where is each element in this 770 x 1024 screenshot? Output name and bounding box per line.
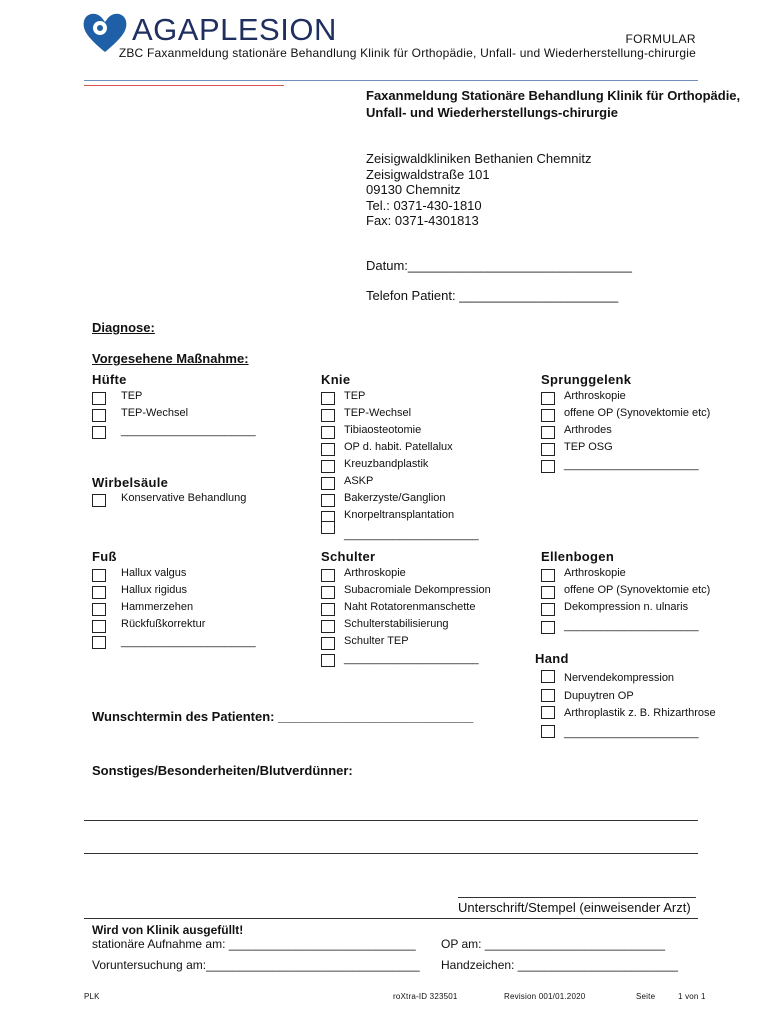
section-huefte: Hüfte [92, 372, 127, 387]
telefon-field[interactable]: Telefon Patient: ______________________ [366, 288, 619, 303]
checkbox-knie-tep-wechsel[interactable] [321, 409, 335, 422]
checkbox-subacromiale-dekompression[interactable] [321, 586, 335, 599]
clinic-section-title: Wird von Klinik ausgefüllt! [92, 923, 244, 937]
checkbox-patellalux[interactable] [321, 443, 335, 456]
op-am-field[interactable]: OP am: ___________________________ [441, 937, 665, 951]
section-ellenbogen: Ellenbogen [541, 549, 615, 564]
checkbox-arthroplastik[interactable] [541, 706, 555, 719]
checkbox-konservative-behandlung[interactable] [92, 494, 106, 507]
schulter-other-line[interactable]: ______________________ [344, 653, 479, 665]
checkbox-huefte-other[interactable] [92, 426, 106, 439]
address-line: 09130 Chemnitz [366, 182, 461, 197]
checkbox-dupuytren[interactable] [541, 689, 555, 702]
checkbox-huefte-tep[interactable] [92, 392, 106, 405]
checkbox-arthrodes[interactable] [541, 426, 555, 439]
footer-page-number: 1 von 1 [678, 992, 706, 1001]
item-label: Rückfußkorrektur [121, 618, 206, 630]
checkbox-rotatorenmanschette[interactable] [321, 603, 335, 616]
massnahme-heading: Vorgesehene Maßnahme: [92, 351, 249, 366]
item-label: Schulterstabilisierung [344, 618, 449, 630]
checkbox-sg-other[interactable] [541, 460, 555, 473]
item-label: Naht Rotatorenmanschette [344, 601, 476, 613]
eb-other-line[interactable]: ______________________ [564, 620, 699, 632]
item-label: Arthroskopie [564, 567, 626, 579]
wunschtermin-field[interactable]: Wunschtermin des Patienten: ___________________________ [92, 709, 474, 724]
signature-line[interactable] [458, 897, 696, 898]
item-label: offene OP (Synovektomie etc) [564, 407, 711, 419]
item-label: Kreuzbandplastik [344, 458, 429, 470]
header-accent-divider [84, 85, 284, 86]
item-label: TEP-Wechsel [121, 407, 189, 419]
item-label: Dupuytren OP [564, 690, 634, 702]
address-block [366, 151, 591, 229]
checkbox-kreuzbandplastik[interactable] [321, 460, 335, 473]
handzeichen-field[interactable]: Handzeichen: ________________________ [441, 958, 678, 972]
footer-revision: Revision 001/01.2020 [504, 992, 586, 1001]
checkbox-askp[interactable] [321, 477, 335, 490]
item-label: Arthroplastik z. B. Rhizarthrose [564, 707, 716, 719]
hand-other-line[interactable]: ______________________ [564, 727, 699, 739]
footer-department: PLK [84, 992, 100, 1001]
checkbox-rueckfusskorrektur[interactable] [92, 620, 106, 633]
document-subtitle: ZBC Faxanmeldung stationäre Behandlung Klinik für Orthopädie, Unfall- und Wiederherstellung-chirurgie [118, 46, 696, 60]
item-label: Hallux rigidus [121, 584, 188, 596]
item-label: Hammerzehen [121, 601, 194, 613]
checkbox-hallux-rigidus[interactable] [92, 586, 106, 599]
checkbox-dekompression-ulnaris[interactable] [541, 603, 555, 616]
section-fuss: Fuß [92, 549, 117, 564]
checkbox-eb-other[interactable] [541, 621, 555, 634]
checkbox-knie-tep[interactable] [321, 392, 335, 405]
address-line: Zeisigwaldkliniken Bethanien Chemnitz [366, 151, 592, 166]
item-label: Knorpeltransplantation [344, 509, 455, 521]
huefte-other-line[interactable]: ______________________ [121, 425, 256, 437]
signature-label: Unterschrift/Stempel (einweisender Arzt) [458, 900, 691, 915]
item-label: TEP-Wechsel [344, 407, 412, 419]
checkbox-hand-other[interactable] [541, 725, 555, 738]
checkbox-tep-osg[interactable] [541, 443, 555, 456]
item-label: ASKP [344, 475, 374, 487]
footer-seite-label: Seite [636, 992, 656, 1001]
address-line: Zeisigwaldstraße 101 [366, 166, 490, 182]
knie-other-line[interactable]: ______________________ [344, 529, 479, 541]
form-label: FORMULAR [625, 32, 696, 46]
checkbox-bakerzyste[interactable] [321, 494, 335, 507]
section-schulter: Schulter [321, 549, 376, 564]
diagnose-heading: Diagnose: [92, 320, 155, 335]
section-hand: Hand [535, 651, 569, 666]
item-label: TEP OSG [564, 441, 613, 453]
logo-text: AGAPLESION [132, 12, 337, 47]
address-line: Tel.: 0371-430-1810 [366, 197, 482, 213]
sg-other-line[interactable]: ______________________ [564, 459, 699, 471]
header-divider [84, 80, 698, 81]
checkbox-schulter-other[interactable] [321, 654, 335, 667]
checkbox-fuss-other[interactable] [92, 636, 106, 649]
item-label: Arthroskopie [344, 567, 406, 579]
item-label: TEP [121, 390, 143, 402]
checkbox-schulter-tep[interactable] [321, 637, 335, 650]
item-label: Arthroskopie [564, 390, 626, 402]
checkbox-hammerzehen[interactable] [92, 603, 106, 616]
checkbox-schulter-arthroskopie[interactable] [321, 569, 335, 582]
checkbox-schulterstabilisierung[interactable] [321, 620, 335, 633]
checkbox-tibiaosteotomie[interactable] [321, 426, 335, 439]
section-knie: Knie [321, 372, 351, 387]
item-label: TEP [344, 390, 366, 402]
item-label: offene OP (Synovektomie etc) [564, 584, 711, 596]
sonstiges-heading: Sonstiges/Besonderheiten/Blutverdünner: [92, 763, 353, 778]
item-label: Tibiaosteotomie [344, 424, 422, 436]
item-label: Hallux valgus [121, 567, 187, 579]
section-sprunggelenk: Sprunggelenk [541, 372, 632, 387]
address-title: Faxanmeldung Stationäre Behandlung Klinik für Orthopädie, Unfall- und Wiederherstellungs-chirurgie [366, 88, 741, 120]
checkbox-sg-offene-op[interactable] [541, 409, 555, 422]
datum-field[interactable]: Datum:_______________________________ [366, 258, 633, 273]
footer-roxtra-id: roXtra-ID 323501 [393, 992, 458, 1001]
checkbox-hallux-valgus[interactable] [92, 569, 106, 582]
clinic-divider [84, 918, 698, 919]
item-label: OP d. habit. Patellalux [344, 441, 453, 453]
item-label: Arthrodes [564, 424, 612, 436]
address-line: Fax: 0371-4301813 [366, 213, 479, 228]
sonstiges-line-2[interactable] [84, 853, 698, 854]
checkbox-nervendekompression[interactable] [541, 670, 555, 683]
checkbox-knie-other[interactable] [321, 521, 335, 534]
checkbox-sg-arthroskopie[interactable] [541, 392, 555, 405]
item-label: Bakerzyste/Ganglion [344, 492, 446, 504]
checkbox-huefte-tep-wechsel[interactable] [92, 409, 106, 422]
item-label: Dekompression n. ulnaris [564, 601, 689, 613]
voruntersuchung-field[interactable]: Voruntersuchung am:________________________________ [92, 958, 420, 972]
checkbox-eb-offene-op[interactable] [541, 586, 555, 599]
item-label: Schulter TEP [344, 635, 409, 647]
sonstiges-line-1[interactable] [84, 820, 698, 821]
section-wirbelsaeule: Wirbelsäule [92, 475, 169, 490]
aufnahme-field[interactable]: stationäre Aufnahme am: ____________________________ [92, 937, 416, 951]
checkbox-eb-arthroskopie[interactable] [541, 569, 555, 582]
fuss-other-line[interactable]: ______________________ [121, 636, 256, 648]
item-label: Subacromiale Dekompression [344, 584, 491, 596]
item-label: Konservative Behandlung [121, 492, 247, 504]
item-label: Nervendekompression [564, 672, 675, 684]
